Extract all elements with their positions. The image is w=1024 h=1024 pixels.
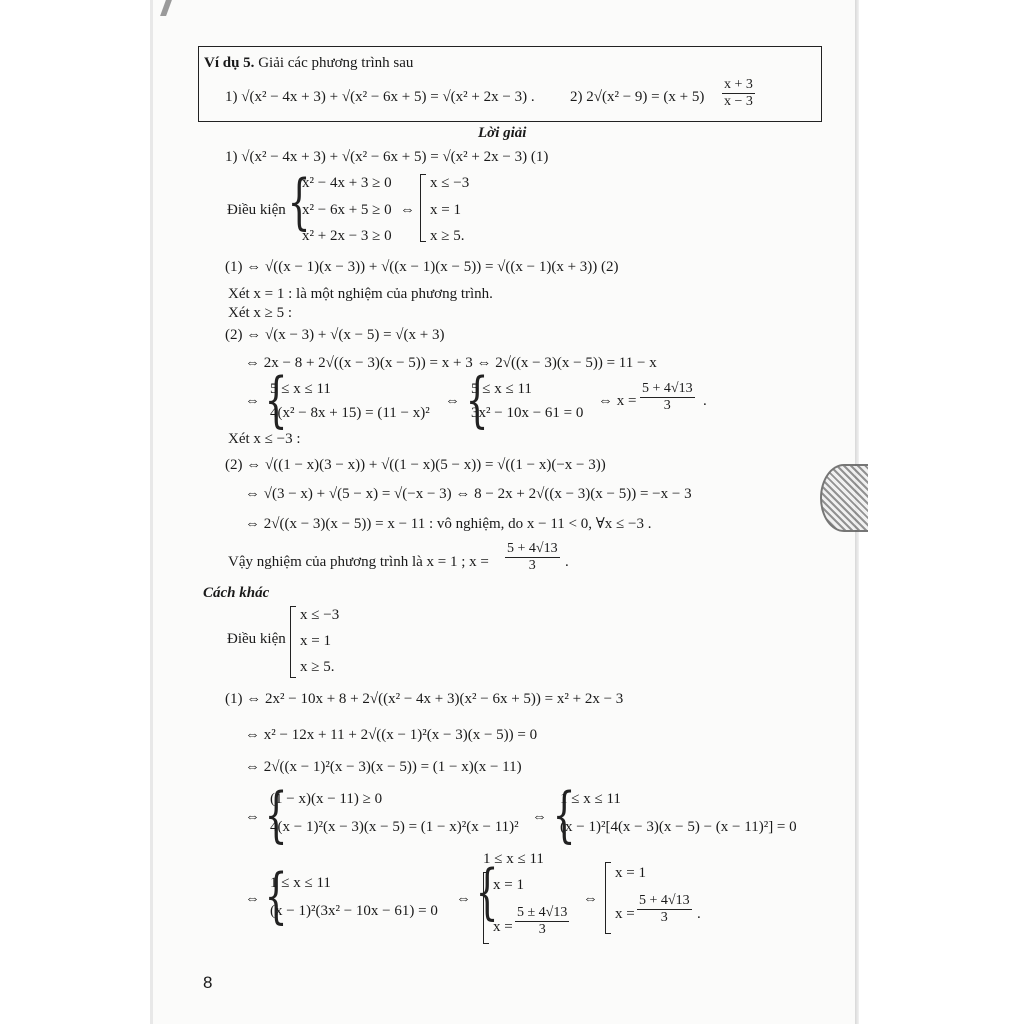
alt-line-1: (1) ⇔ 2x² − 10x + 8 + 2√((x² − 4x + 3)(x² − 6x + 5)) = x² + 2x − 3 xyxy=(225,691,624,707)
fraction-denominator: 3 xyxy=(538,922,546,937)
result-prefix: ⇔ x = xyxy=(598,393,637,409)
example-title-text: Giải các phương trình sau xyxy=(254,55,414,71)
system-b-line-1: 5 ≤ x ≤ 11 xyxy=(471,381,532,397)
system-brace: { xyxy=(287,167,311,237)
union-bracket xyxy=(420,174,426,242)
fraction-numerator: 5 + 4√13 xyxy=(642,381,693,396)
fraction-denominator: 3 xyxy=(528,558,536,573)
equiv-symbol: ⇔ xyxy=(245,809,260,825)
solution-conclusion: Vậy nghiệm của phương trình là x = 1 ; x = xyxy=(228,554,489,570)
system-a-line-1: 5 ≤ x ≤ 11 xyxy=(270,381,331,397)
solution-line-6: ⇔ 2x − 8 + 2√((x − 3)(x − 5)) = x + 3 ⇔ 2√((x − 3)(x − 5)) = 11 − x xyxy=(245,355,657,371)
solution-line-3: Xét x = 1 : là một nghiệm của phương trình. xyxy=(228,286,493,302)
period: . xyxy=(697,906,701,922)
condition-result-1: x ≤ −3 xyxy=(430,175,470,191)
alt-mid-top: 1 ≤ x ≤ 11 xyxy=(483,851,544,867)
alt-line-3: ⇔ 2√((x − 1)²(x − 3)(x − 5)) = (1 − x)(x − 11) xyxy=(245,759,522,775)
page-number: 8 xyxy=(203,973,213,992)
solution-line-5: (2) ⇔ √(x − 3) + √(x − 5) = √(x + 3) xyxy=(225,327,445,343)
condition-label: Điều kiện xyxy=(227,202,286,218)
alt-system-b-1: 1 ≤ x ≤ 11 xyxy=(560,791,621,807)
condition-ineq-1: x² − 4x + 3 ≥ 0 xyxy=(302,175,392,191)
system-brace: { xyxy=(475,857,499,927)
publisher-logo-icon xyxy=(820,464,868,532)
example-title-label: Ví dụ 5. xyxy=(204,55,255,71)
fraction-denominator: 3 xyxy=(663,398,671,413)
alt-condition-label: Điều kiện xyxy=(227,631,286,647)
fraction-numerator: 5 ± 4√13 xyxy=(517,905,568,920)
alt-condition-2: x = 1 xyxy=(300,633,331,649)
condition-equiv: ⇔ xyxy=(400,202,415,218)
period: . xyxy=(703,393,707,409)
alt-mid-x1: x = 1 xyxy=(493,877,524,893)
equiv-symbol: ⇔ xyxy=(245,891,260,907)
union-bracket xyxy=(605,862,611,934)
alt-result-x1: x = 1 xyxy=(615,865,646,881)
example-equation-1: 1) √(x² − 4x + 3) + √(x² − 6x + 5) = √(x² + 2x − 3) . xyxy=(225,89,535,105)
solution-line-2: (1) ⇔ √((x − 1)(x − 3)) + √((x − 1)(x − 5)) = √((x − 1)(x + 3)) (2) xyxy=(225,259,619,275)
alt-system-a-2: 4(x − 1)²(x − 3)(x − 5) = (1 − x)²(x − 11)² xyxy=(270,819,519,835)
solution-line-9: (2) ⇔ √((1 − x)(3 − x)) + √((1 − x)(5 − x)) = √((1 − x)(−x − 3)) xyxy=(225,457,606,473)
alt-condition-3: x ≥ 5. xyxy=(300,659,335,675)
alt-mid-x2-prefix: x = xyxy=(493,919,513,935)
alt-line-2: ⇔ x² − 12x + 11 + 2√((x − 1)²(x − 3)(x − 5)) = 0 xyxy=(245,727,538,743)
example-equation-2: 2) 2√(x² − 9) = (x + 5) xyxy=(570,89,705,105)
system-brace: { xyxy=(264,861,288,931)
equiv-symbol: ⇔ xyxy=(532,809,547,825)
solution-line-8: Xét x ≤ −3 : xyxy=(228,431,301,447)
system-brace: { xyxy=(264,780,288,850)
alt-system-c-2: (x − 1)²(3x² − 10x − 61) = 0 xyxy=(270,903,438,919)
condition-result-2: x = 1 xyxy=(430,202,461,218)
condition-result-3: x ≥ 5. xyxy=(430,228,465,244)
page-left-edge xyxy=(150,0,153,1024)
equiv-symbol: ⇔ xyxy=(445,393,460,409)
solution-line-11: ⇔ 2√((x − 3)(x − 5)) = x − 11 : vô nghiệm, do x − 11 < 0, ∀x ≤ −3 . xyxy=(245,516,652,532)
solution-line-1: 1) √(x² − 4x + 3) + √(x² − 6x + 5) = √(x² + 2x − 3) (1) xyxy=(225,149,549,165)
fraction-denominator: 3 xyxy=(660,910,668,925)
system-brace: { xyxy=(552,780,576,850)
solution-heading: Lời giải xyxy=(478,125,527,141)
equiv-symbol: ⇔ xyxy=(583,891,598,907)
conclusion-fraction xyxy=(505,541,560,574)
example-equation-2-fraction xyxy=(722,77,755,110)
condition-ineq-2: x² − 6x + 5 ≥ 0 xyxy=(302,202,392,218)
alt-system-a-1: (1 − x)(x − 11) ≥ 0 xyxy=(270,791,383,807)
condition-ineq-3: x² + 2x − 3 ≥ 0 xyxy=(302,228,392,244)
solution-line-10: ⇔ √(3 − x) + √(5 − x) = √(−x − 3) ⇔ 8 − 2x + 2√((x − 3)(x − 5)) = −x − 3 xyxy=(245,486,692,502)
solution-line-4: Xét x ≥ 5 : xyxy=(228,305,293,321)
system-brace: { xyxy=(264,365,288,435)
alt-condition-1: x ≤ −3 xyxy=(300,607,340,623)
fraction-denominator: x − 3 xyxy=(724,94,753,109)
equiv-symbol: ⇔ xyxy=(456,891,471,907)
example-title xyxy=(204,54,413,72)
result-fraction xyxy=(640,381,695,414)
system-brace: { xyxy=(465,365,489,435)
fraction-numerator: 5 + 4√13 xyxy=(507,541,558,556)
alt-result-x2-prefix: x = xyxy=(615,906,635,922)
union-bracket xyxy=(290,606,296,678)
fraction-numerator: x + 3 xyxy=(724,77,753,92)
fraction-numerator: 5 + 4√13 xyxy=(639,893,690,908)
alt-system-c-1: 1 ≤ x ≤ 11 xyxy=(270,875,331,891)
alt-result-fraction xyxy=(637,893,692,926)
system-a-line-2: 4(x² − 8x + 15) = (11 − x)² xyxy=(270,405,430,421)
equiv-symbol: ⇔ xyxy=(245,393,260,409)
alt-mid-fraction xyxy=(515,905,569,938)
alt-heading: Cách khác xyxy=(203,585,270,601)
system-b-line-2: 3x² − 10x − 61 = 0 xyxy=(471,405,584,421)
period: . xyxy=(565,554,569,570)
union-bracket xyxy=(483,872,489,944)
alt-system-b-2: (x − 1)²[4(x − 3)(x − 5) − (x − 11)²] = 0 xyxy=(560,819,797,835)
